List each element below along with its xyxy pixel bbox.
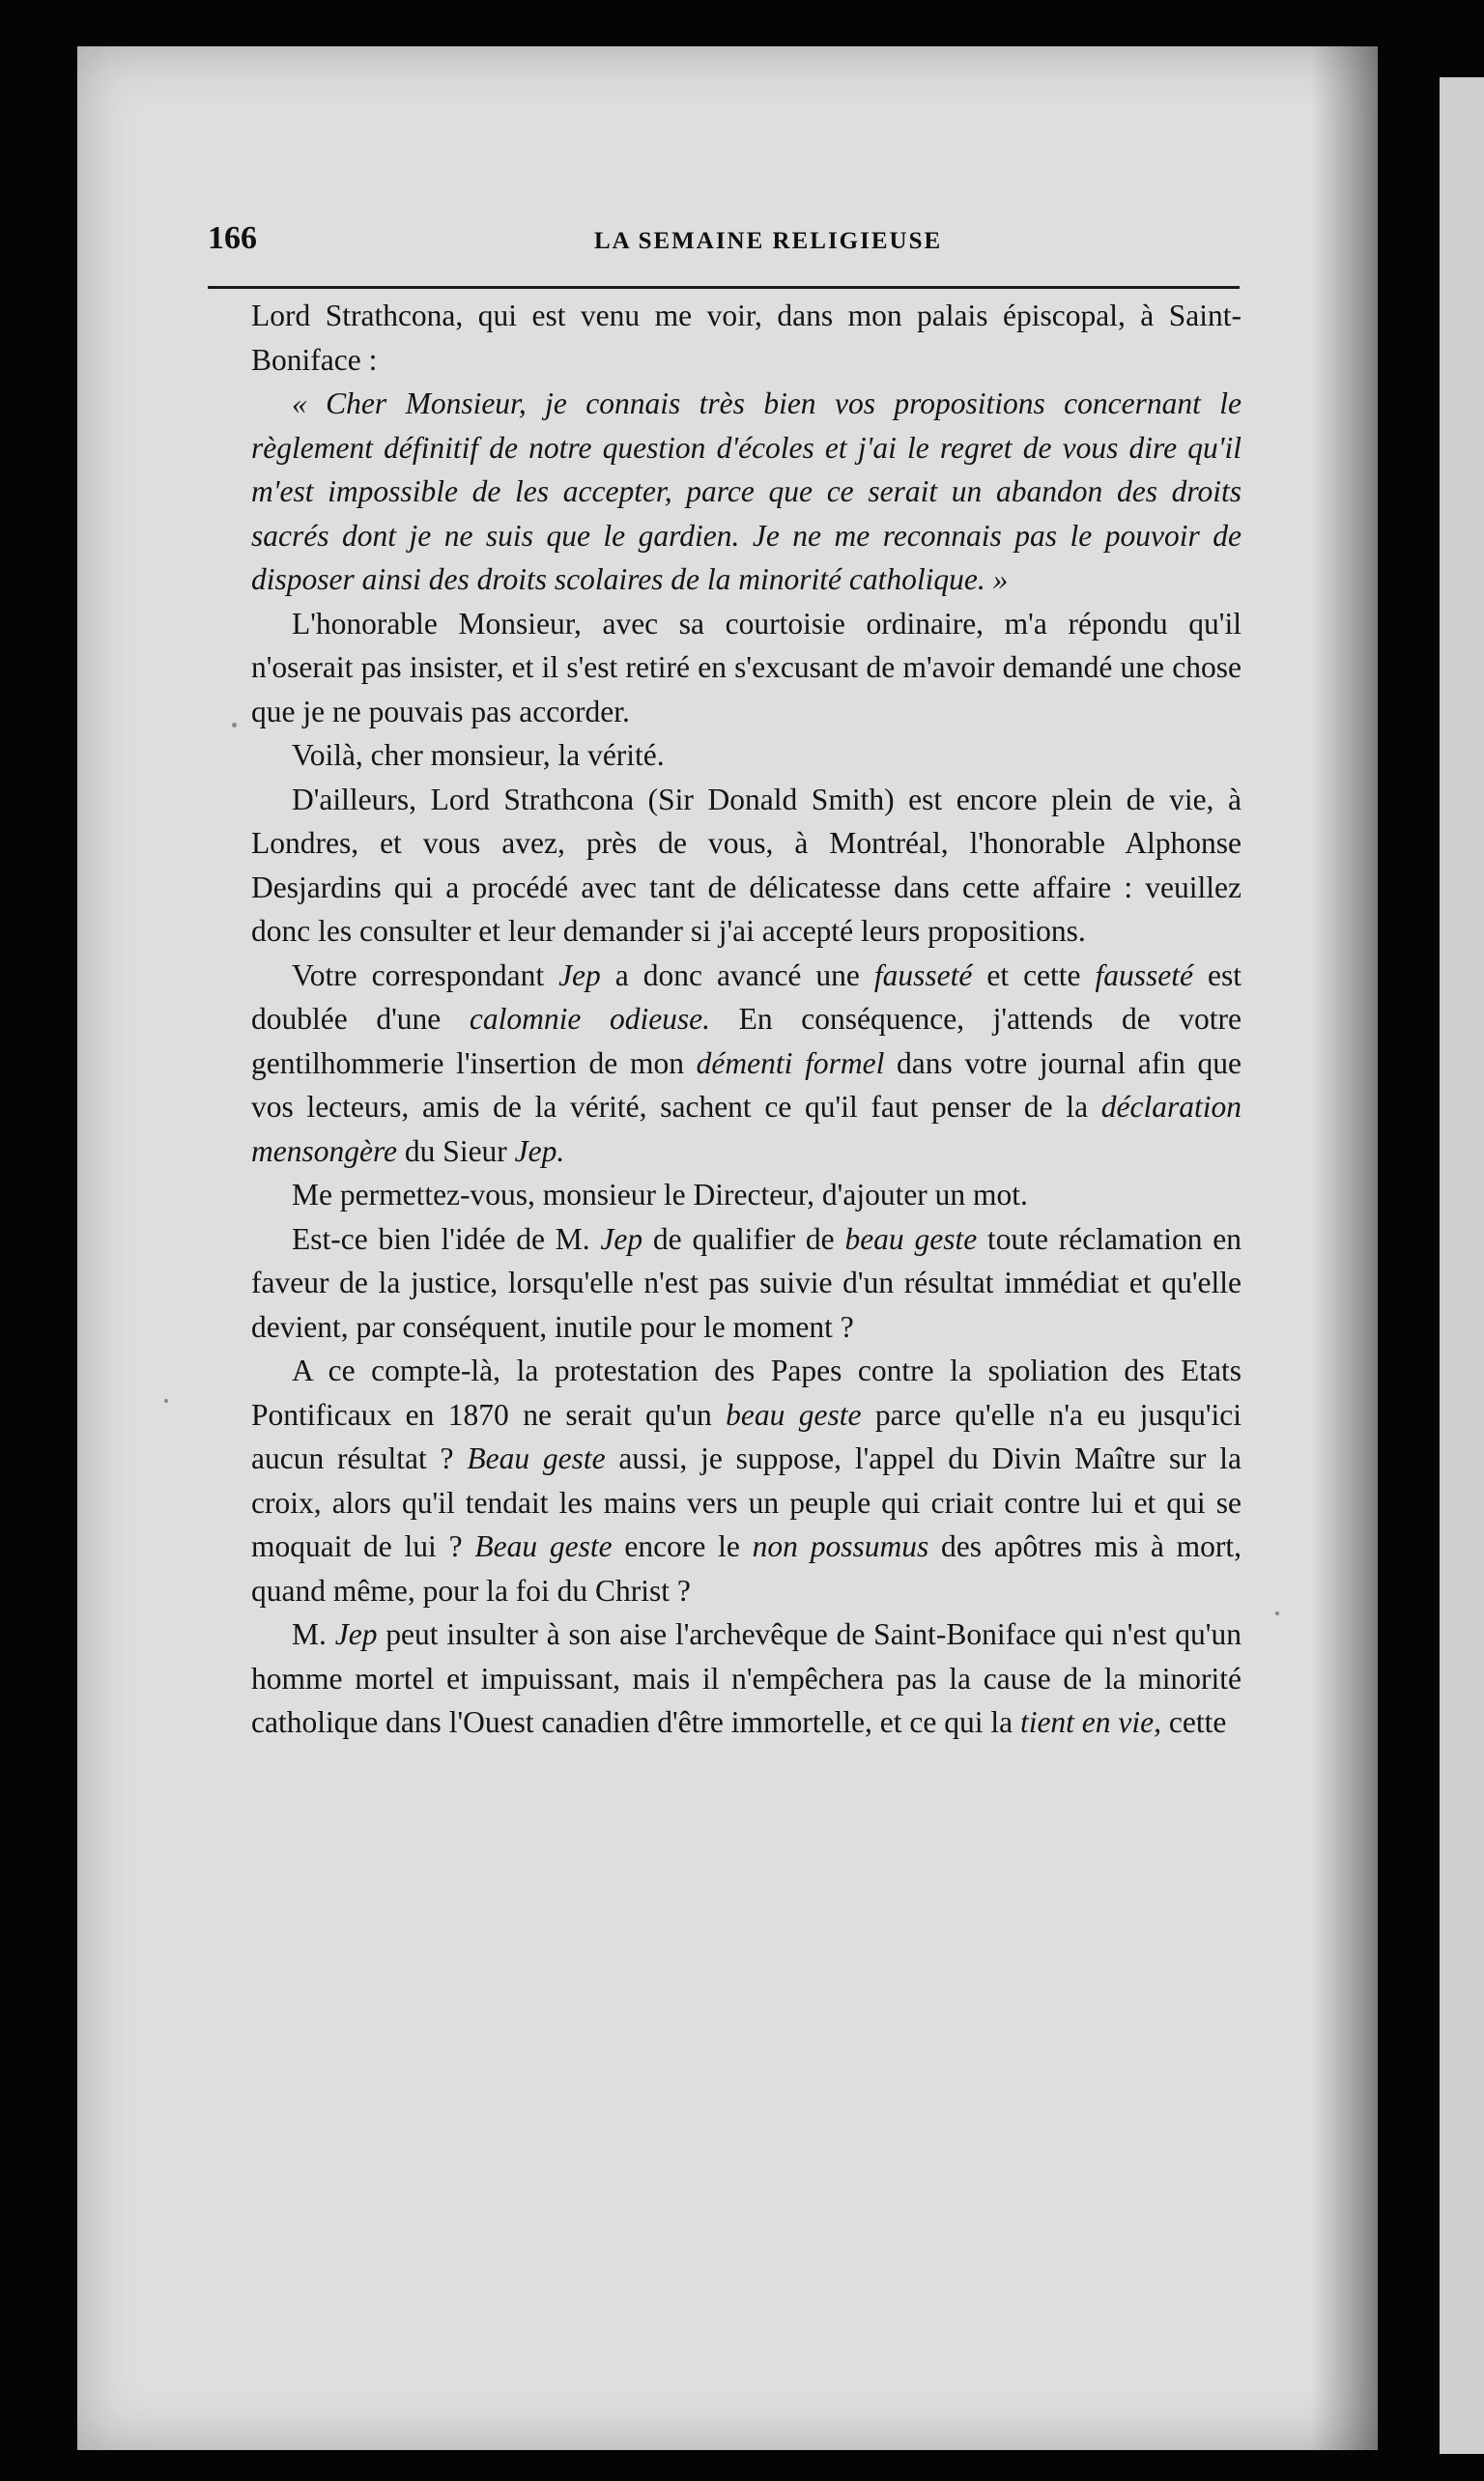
italic-run: fausseté: [873, 957, 973, 992]
italic-run: fausseté: [1095, 957, 1193, 992]
text-run: encore le: [612, 1529, 753, 1563]
text-run: des apôtres mis à mort, quand même, pour la foi du Christ ?: [251, 1529, 1242, 1608]
italic-run: Beau geste: [474, 1529, 613, 1563]
quoted-letter: « Cher Monsieur, je connais très bien vos propositions concernant le règlement définitif de notre question d'écoles et j'ai le regret de vous dire qu'il m'est impossible de les accepter, parce que ce serait un abandon des droits sacrés dont je ne suis que le gardien. Je ne me reconnais pas le pouvoir de disposer ainsi des droits scolaires de la minorité catholique. »: [251, 386, 1241, 596]
text-run: a donc avancé une: [600, 957, 874, 992]
italic-run: déclaration mensongère: [251, 1090, 1241, 1168]
scan-speck: [1275, 1611, 1279, 1615]
paragraph: Lord Strathcona, qui est venu me voir, dans mon palais épiscopal, à Saint-Boniface :: [251, 299, 1241, 377]
paragraph: [251, 1612, 1241, 1745]
paragraph: Me permettez-vous, monsieur le Directeur, d'ajouter un mot.: [292, 1178, 1028, 1212]
italic-run: Beau geste: [467, 1441, 606, 1475]
text-run: et cette: [972, 957, 1096, 992]
italic-run: Jep: [558, 957, 601, 992]
text-run: est doublée d'une: [251, 957, 1241, 1036]
text-run: cette: [1161, 1705, 1227, 1739]
italic-run: Jep.: [514, 1133, 565, 1168]
italic-run: démenti formel: [696, 1045, 885, 1080]
text-run: dans votre journal afin que vos lecteurs, amis de la vérité, sachent ce qu'il faut penser de la: [251, 1045, 1242, 1124]
text-run: aussi, je suppose, l'appel du Divin Maître sur la croix, alors qu'il tendait les mains vers un peuple qui criait contre lui et qui se moquait de lui ?: [251, 1441, 1241, 1563]
text-run: M.: [292, 1617, 335, 1651]
paragraph: [251, 1349, 1241, 1612]
text-run: parce qu'elle n'a eu jusqu'ici aucun résultat ?: [251, 1397, 1241, 1475]
paragraph: [251, 954, 1241, 1174]
paragraph: L'honorable Monsieur, avec sa courtoisie ordinaire, m'a répondu qu'il n'oserait pas insister, et il s'est retiré en s'excusant de m'avoir demandé une chose que je ne pouvais pas accorder.: [251, 606, 1241, 728]
text-run: A ce compte-là, la protestation des Papes contre la spoliation des Etats Pontificaux en 1870 ne serait qu'un: [251, 1354, 1241, 1432]
page-shadow: [1310, 46, 1378, 2450]
text-run: Votre correspondant: [292, 957, 559, 992]
text-run: toute réclamation en faveur de la justice, lorsqu'elle n'est pas suivie d'un résultat immédiat et qu'elle devient, par conséquent, inutile pour le moment ?: [251, 1221, 1241, 1344]
paragraph: [251, 1217, 1241, 1350]
text-run: de qualifier de: [642, 1221, 845, 1256]
scan-speck: [164, 1399, 168, 1403]
text-run: En conséquence, j'attends de votre gentilhommerie l'insertion de mon: [251, 1002, 1242, 1080]
italic-run: tient en vie,: [1019, 1705, 1161, 1739]
body-text: [251, 294, 1241, 1745]
page-header: [208, 220, 1213, 269]
paragraph: Voilà, cher monsieur, la vérité.: [292, 738, 665, 772]
running-head: LA SEMAINE RELIGIEUSE: [594, 228, 943, 254]
text-run: peut insulter à son aise l'archevêque de Saint-Boniface qui n'est qu'un homme mortel et impuissant, mais il n'empêchera pas la cause de la minorité catholique dans l'Ouest canadien d'être immortelle, et ce qui la: [251, 1617, 1241, 1739]
next-page-edge: [1440, 77, 1484, 2454]
header-rule: [208, 286, 1240, 289]
italic-run: Jep: [334, 1617, 378, 1651]
text-run: du Sieur: [397, 1133, 515, 1168]
italic-run: Jep: [600, 1221, 643, 1256]
paragraph: D'ailleurs, Lord Strathcona (Sir Donald Smith) est encore plein de vie, à Londres, et vous avez, près de vous, à Montréal, l'honorable Alphonse Desjardins qui a procédé avec tant de délicatesse dans cette affaire : veuillez donc les consulter et leur demander si j'ai accepté leurs propositions.: [251, 782, 1241, 948]
italic-run: non possumus: [752, 1529, 929, 1563]
page-number: 166: [208, 220, 257, 256]
scan-speck: [232, 723, 237, 727]
text-run: Est-ce bien l'idée de M.: [292, 1221, 601, 1256]
italic-run: beau geste: [726, 1397, 862, 1432]
italic-run: calomnie odieuse.: [469, 1002, 711, 1036]
italic-run: beau geste: [844, 1221, 978, 1256]
